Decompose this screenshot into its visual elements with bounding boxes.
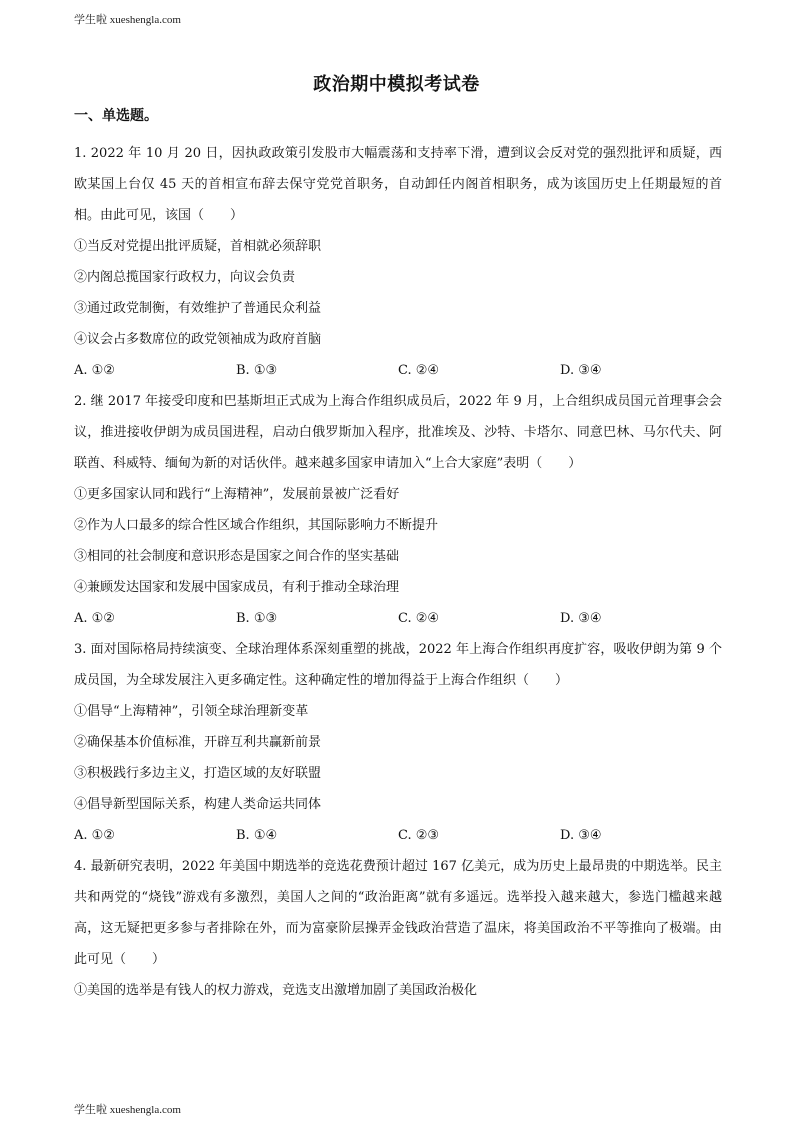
question-1 [74, 138, 722, 386]
choice-c: C. ②③ [398, 828, 440, 843]
option-statement: ③积极践行多边主义，打造区域的友好联盟 [74, 766, 322, 781]
choice-a: A. ①② [74, 828, 115, 843]
question-stem: 3. 面对国际格局持续演变、全球治理体系深刻重塑的挑战，2022 年上海合作组织再度扩容，吸收伊朗为第 9 个成员国，为全球发展注入更多确定性。这种确定性的增加得益于上海合作组织（ ） [74, 642, 722, 688]
option-statement: ②作为人口最多的综合性区域合作组织，其国际影响力不断提升 [74, 518, 439, 533]
question-stem: 4. 最新研究表明，2022 年美国中期选举的竞选花费预计超过 167 亿美元，成为历史上最昂贵的中期选举。民主共和两党的“烧钱”游戏有多激烈，美国人之间的“政治距离”就有多遥远。选举投入越来越大，参选门槛越来越高，这无疑把更多参与者排除在外，而为富豪阶层操弄金钱政治营造了温床，将美国政治不平等推向了极端。由此可见（ ） [74, 859, 722, 967]
option-statement: ④兼顾发达国家和发展中国家成员，有利于推动全球治理 [74, 580, 400, 595]
option-statement: ④倡导新型国际关系，构建人类命运共同体 [74, 797, 322, 812]
option-statement: ①更多国家认同和践行“上海精神”，发展前景被广泛看好 [74, 487, 400, 502]
choice-b: B. ①③ [236, 611, 278, 626]
choice-c: C. ②④ [398, 611, 440, 626]
option-statement: ③通过政党制衡，有效维护了普通民众利益 [74, 301, 322, 316]
choice-d: D. ③④ [560, 611, 602, 626]
option-statement: ①倡导“上海精神”，引领全球治理新变革 [74, 704, 309, 719]
question-stem: 1. 2022 年 10 月 20 日，因执政政策引发股市大幅震荡和支持率下滑，遭到议会反对党的强烈批评和质疑，西欧某国上台仅 45 天的首相宣布辞去保守党党首职务，自动卸任内阁首相职务，成为该国历史上任期最短的首相。由此可见，该国（ ） [74, 146, 722, 223]
choice-d: D. ③④ [560, 363, 602, 378]
answer-choices [74, 603, 722, 634]
choice-d: D. ③④ [560, 828, 602, 843]
answer-choices [74, 820, 722, 851]
header-watermark: 学生啦 xueshengla.com [74, 14, 181, 26]
option-statement: ④议会占多数席位的政党领袖成为政府首脑 [74, 332, 322, 347]
question-2 [74, 386, 722, 634]
answer-choices [74, 355, 722, 386]
footer-watermark: 学生啦 xueshengla.com [74, 1104, 181, 1116]
choice-c: C. ②④ [398, 363, 440, 378]
question-3 [74, 634, 722, 851]
option-statement: ②确保基本价值标准，开辟互利共赢新前景 [74, 735, 322, 750]
option-statement: ①当反对党提出批评质疑，首相就必须辞职 [74, 239, 322, 254]
question-4 [74, 851, 722, 1006]
section-heading: 一、单选题。 [74, 108, 158, 124]
option-statement: ③相同的社会制度和意识形态是国家之间合作的坚实基础 [74, 549, 400, 564]
choice-b: B. ①④ [236, 828, 278, 843]
choice-b: B. ①③ [236, 363, 278, 378]
option-statement: ①美国的选举是有钱人的权力游戏，竞选支出激增加剧了美国政治极化 [74, 983, 478, 998]
question-list [74, 138, 722, 1006]
page-title: 政治期中模拟考试卷 [313, 74, 480, 95]
choice-a: A. ①② [74, 611, 115, 626]
choice-a: A. ①② [74, 363, 115, 378]
option-statement: ②内阁总揽国家行政权力，向议会负责 [74, 270, 296, 285]
question-stem: 2. 继 2017 年接受印度和巴基斯坦正式成为上海合作组织成员后，2022 年 9 月，上合组织成员国元首理事会会议，推进接收伊朗为成员国进程，启动白俄罗斯加入程序，批准埃及、沙特、卡塔尔、同意巴林、马尔代夫、阿联酋、科威特、缅甸为新的对话伙伴。越来越多国家申请加入“上合大家庭”表明（ ） [74, 394, 722, 471]
